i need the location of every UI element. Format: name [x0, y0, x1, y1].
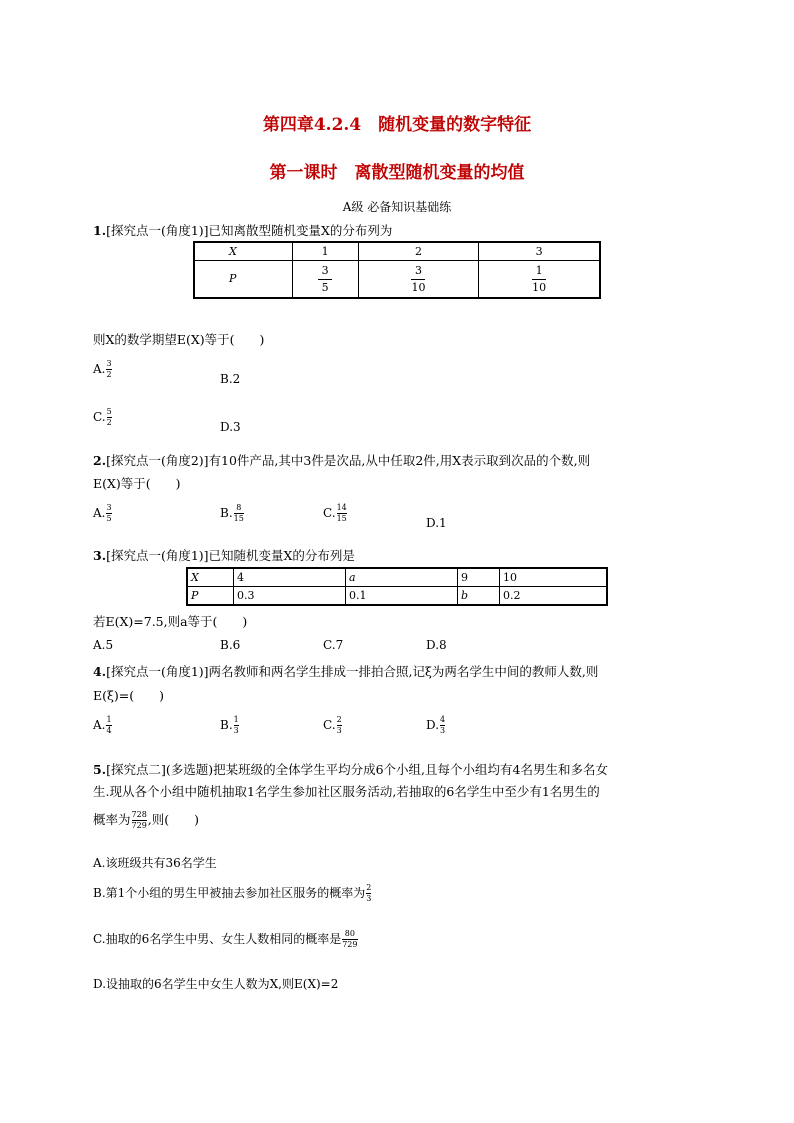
q1-option-c[interactable]: C. $\frac{5}{2}$: [93, 407, 112, 427]
question-2-stem-line1: 2.[探究点一(角度2)]有10件产品,其中3件是次品,从中任取2件,用X表示取到次品的个数,则: [93, 453, 591, 468]
q4-option-d[interactable]: D. $\frac{4}{3}$: [426, 715, 446, 735]
q3-option-a[interactable]: A.5: [93, 638, 114, 652]
q4-option-a[interactable]: A. $\frac{1}{4}$: [93, 715, 112, 735]
q5-option-a[interactable]: A.该班级共有36名学生: [93, 856, 217, 870]
question-5-stem-line1: 5.[探究点二](多选题)把某班级的全体学生平均分成6个小组,且每个小组均有4名男生和多名女: [93, 762, 608, 777]
q5-option-d[interactable]: D.设抽取的6名学生中女生人数为X,则E(X)=2: [93, 977, 339, 991]
q1-option-d[interactable]: D.3: [220, 420, 241, 434]
q5-option-c[interactable]: C.抽取的6名学生中男、女生人数相同的概率是 $\frac{80}{729}$: [93, 929, 358, 949]
question-2-stem-line2: E(X)等于( ): [93, 476, 181, 491]
question-4-stem-line2: E(ξ)=( ): [93, 688, 164, 703]
q2-option-c[interactable]: C. $\frac{14}{15}$: [323, 503, 347, 523]
question-5-stem-line3: 概率为 $\frac{728}{729}$ ,则( ): [93, 810, 200, 830]
chapter-title: 第四章4.2.4 随机变量的数字特征: [262, 115, 532, 135]
q3-option-b[interactable]: B.6: [220, 638, 241, 652]
q1-option-b[interactable]: B.2: [220, 372, 241, 386]
q4-option-c[interactable]: C. $\frac{2}{3}$: [323, 715, 342, 735]
q1-distribution-table: X 1 2 3 P $\frac{3}{5}$ $\frac{3}{10}$ $\frac{1}{10}$: [193, 241, 601, 299]
question-4-stem-line1: 4.[探究点一(角度1)]两名教师和两名学生排成一排拍合照,记ξ为两名学生中间的教师人数,则: [93, 664, 599, 679]
q2-option-d[interactable]: D.1: [426, 516, 447, 530]
question-3-ask: 若E(X)=7.5,则a等于( ): [93, 614, 248, 629]
level-heading: A级 必备知识基础练: [342, 200, 452, 214]
q3-option-d[interactable]: D.8: [426, 638, 447, 652]
q1-option-a[interactable]: A. $\frac{3}{2}$: [93, 359, 112, 379]
q2-option-b[interactable]: B. $\frac{8}{15}$: [220, 503, 244, 523]
q2-option-a[interactable]: A. $\frac{3}{5}$: [93, 503, 112, 523]
question-1-ask: 则X的数学期望E(X)等于( ): [93, 332, 265, 347]
question-5-stem-line2: 生.现从各个小组中随机抽取1名学生参加社区服务活动,若抽取的6名学生中至少有1名男生的: [93, 784, 600, 799]
question-1-stem: 1.[探究点一(角度1)]已知离散型随机变量X的分布列为: [93, 223, 393, 238]
question-3-stem: 3.[探究点一(角度1)]已知随机变量X的分布列是: [93, 548, 355, 563]
q4-option-b[interactable]: B. $\frac{1}{3}$: [220, 715, 239, 735]
q3-distribution-table: X 4 a 9 10 P 0.3 0.1 b 0.2: [186, 567, 608, 606]
q3-option-c[interactable]: C.7: [323, 638, 344, 652]
lesson-title: 第一课时 离散型随机变量的均值: [269, 163, 525, 183]
q5-option-b[interactable]: B.第1个小组的男生甲被抽去参加社区服务的概率为 $\frac{2}{3}$: [93, 883, 372, 903]
